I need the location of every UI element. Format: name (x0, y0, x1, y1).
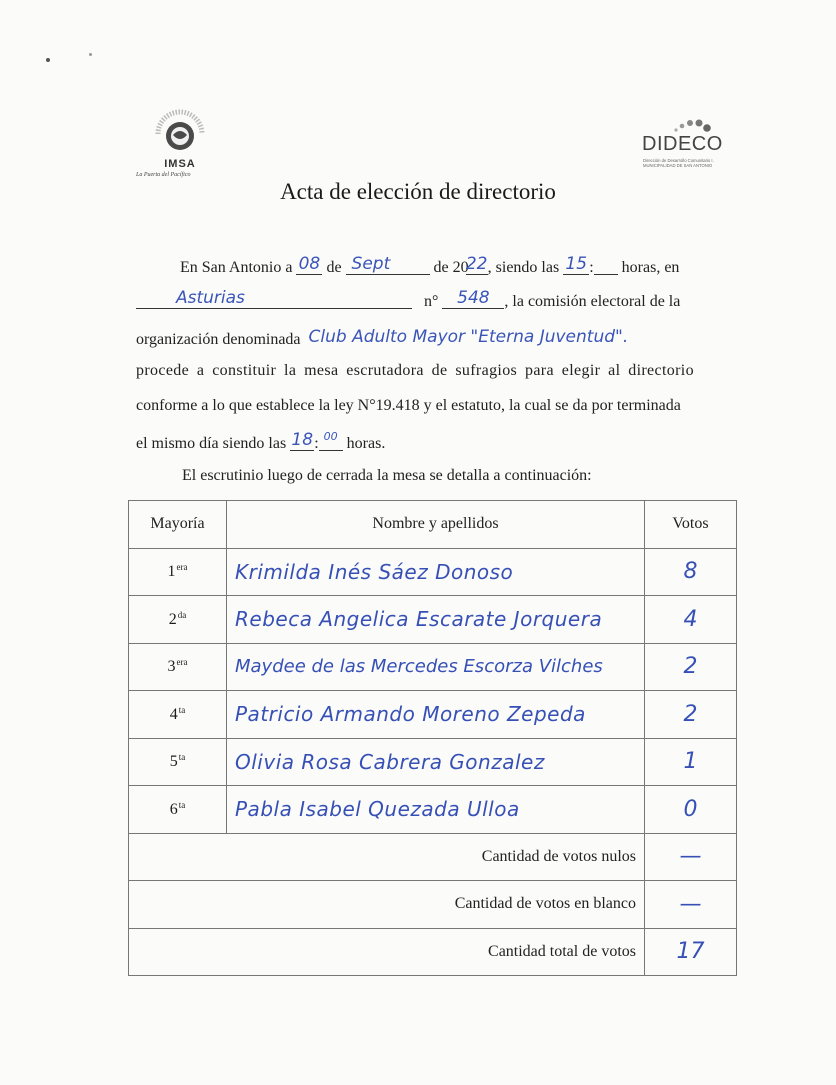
paragraph-line-4: procede a constituir la mesa escrutadora de sufragios para elegir al directorio (136, 362, 694, 379)
blank-votes-label: Cantidad de votos en blanco (129, 881, 645, 929)
text: : (314, 435, 319, 452)
paragraph-line-6 (136, 430, 386, 453)
position-cell (129, 643, 227, 691)
month-field (346, 254, 430, 275)
position-cell (129, 596, 227, 644)
position-cell (129, 691, 227, 739)
table-row (129, 643, 737, 691)
candidate-name: Olivia Rosa Cabrera Gonzalez (227, 738, 645, 786)
null-votes-label: Cantidad de votos nulos (129, 833, 645, 881)
table-row (129, 596, 737, 644)
candidate-name: Patricio Armando Moreno Zepeda (227, 691, 645, 739)
text: horas, en (621, 259, 680, 276)
total-votes-row (129, 928, 737, 976)
text: , siendo las (487, 259, 560, 276)
text: , la comisión electoral de la (504, 293, 681, 310)
day-field (296, 254, 322, 275)
table-row (129, 548, 737, 596)
text: horas. (346, 435, 386, 452)
position-number: 4 (169, 705, 178, 723)
candidate-name: Pabla Isabel Quezada Ulloa (227, 786, 645, 834)
candidate-votes: 4 (645, 596, 737, 644)
imsa-seal-icon (128, 108, 228, 164)
paragraph-line-7: El escrutinio luego de cerrada la mesa se detalla a continuación: (182, 467, 592, 484)
position-number: 2 (168, 610, 177, 628)
text: de (326, 259, 342, 276)
document-title: Acta de elección de directorio (280, 179, 556, 204)
scan-speck (46, 58, 50, 62)
month-value: Sept (351, 254, 391, 274)
end-minutes-value: 00 (323, 430, 338, 443)
year-field (465, 254, 488, 275)
header-position: Mayoría (129, 501, 227, 549)
number-field (442, 288, 504, 309)
table-row (129, 786, 737, 834)
text: organización denominada (136, 331, 301, 348)
candidate-votes: 1 (645, 738, 737, 786)
year-value: 22 (465, 254, 488, 274)
organization-field (305, 329, 729, 347)
text: n° (424, 293, 439, 310)
text: de 20 (433, 259, 469, 276)
street-field (136, 288, 412, 309)
blank-votes-row (129, 881, 737, 929)
candidate-votes: 0 (645, 786, 737, 834)
position-suffix: era (176, 562, 188, 573)
position-suffix: ta (178, 704, 186, 715)
organization-value: Club Adulto Mayor "Eterna Juventud". (308, 327, 629, 347)
candidate-name: Krimilda Inés Sáez Donoso (227, 548, 645, 596)
candidate-votes: 2 (645, 691, 737, 739)
street-value: Asturias (176, 288, 245, 308)
position-number: 5 (169, 753, 178, 771)
hour-value: 15 (565, 254, 588, 274)
candidate-name: Rebeca Angelica Escarate Jorquera (227, 596, 645, 644)
text: el mismo día siendo las (136, 435, 287, 452)
total-votes-value: 17 (645, 928, 737, 976)
imsa-tagline: La Puerta del Pacífico (136, 172, 191, 178)
results-table (128, 500, 737, 976)
text: : (589, 259, 594, 276)
text: En San Antonio a (180, 259, 293, 276)
dideco-name: DIDECO (642, 133, 723, 155)
paragraph-line-2 (136, 288, 681, 311)
header-name: Nombre y apellidos (227, 501, 645, 549)
table-row (129, 738, 737, 786)
position-suffix: ta (178, 799, 186, 810)
end-hour-value: 18 (291, 430, 314, 450)
position-suffix: era (176, 657, 188, 668)
end-hour-field (290, 430, 314, 451)
end-minutes-field (319, 430, 343, 451)
position-number: 3 (167, 658, 176, 676)
imsa-name: IMSA (164, 158, 196, 170)
position-suffix: da (177, 609, 187, 620)
position-cell (129, 738, 227, 786)
position-cell (129, 786, 227, 834)
candidate-name: Maydee de las Mercedes Escorza Vilches (227, 643, 645, 691)
position-suffix: ta (178, 752, 186, 763)
candidate-votes: 8 (645, 548, 737, 596)
table-row (129, 691, 737, 739)
imsa-logo (128, 108, 228, 183)
dideco-subtitle: Dirección de Desarrollo Comunitario I. MUNICIPALIDAD DE SAN ANTONIO (643, 158, 714, 168)
hour-field (563, 254, 589, 275)
day-value: 08 (298, 254, 321, 274)
paragraph-line-3 (136, 329, 729, 349)
dideco-logo (640, 116, 740, 176)
total-votes-label: Cantidad total de votos (129, 928, 645, 976)
null-votes-value: — (645, 833, 737, 881)
null-votes-row (129, 833, 737, 881)
position-number: 1 (167, 563, 176, 581)
number-value: 548 (457, 288, 490, 308)
paragraph-line-5: conforme a lo que establece la ley N°19.418 y el estatuto, la cual se da por terminada (136, 397, 681, 414)
blank-votes-value: — (645, 881, 737, 929)
position-cell (129, 548, 227, 596)
minutes-field (594, 257, 618, 275)
header-votes: Votos (645, 501, 737, 549)
position-number: 6 (169, 800, 178, 818)
candidate-votes: 2 (645, 643, 737, 691)
scan-speck (89, 53, 92, 56)
table-header-row (129, 501, 737, 549)
paragraph-line-1 (180, 254, 680, 277)
